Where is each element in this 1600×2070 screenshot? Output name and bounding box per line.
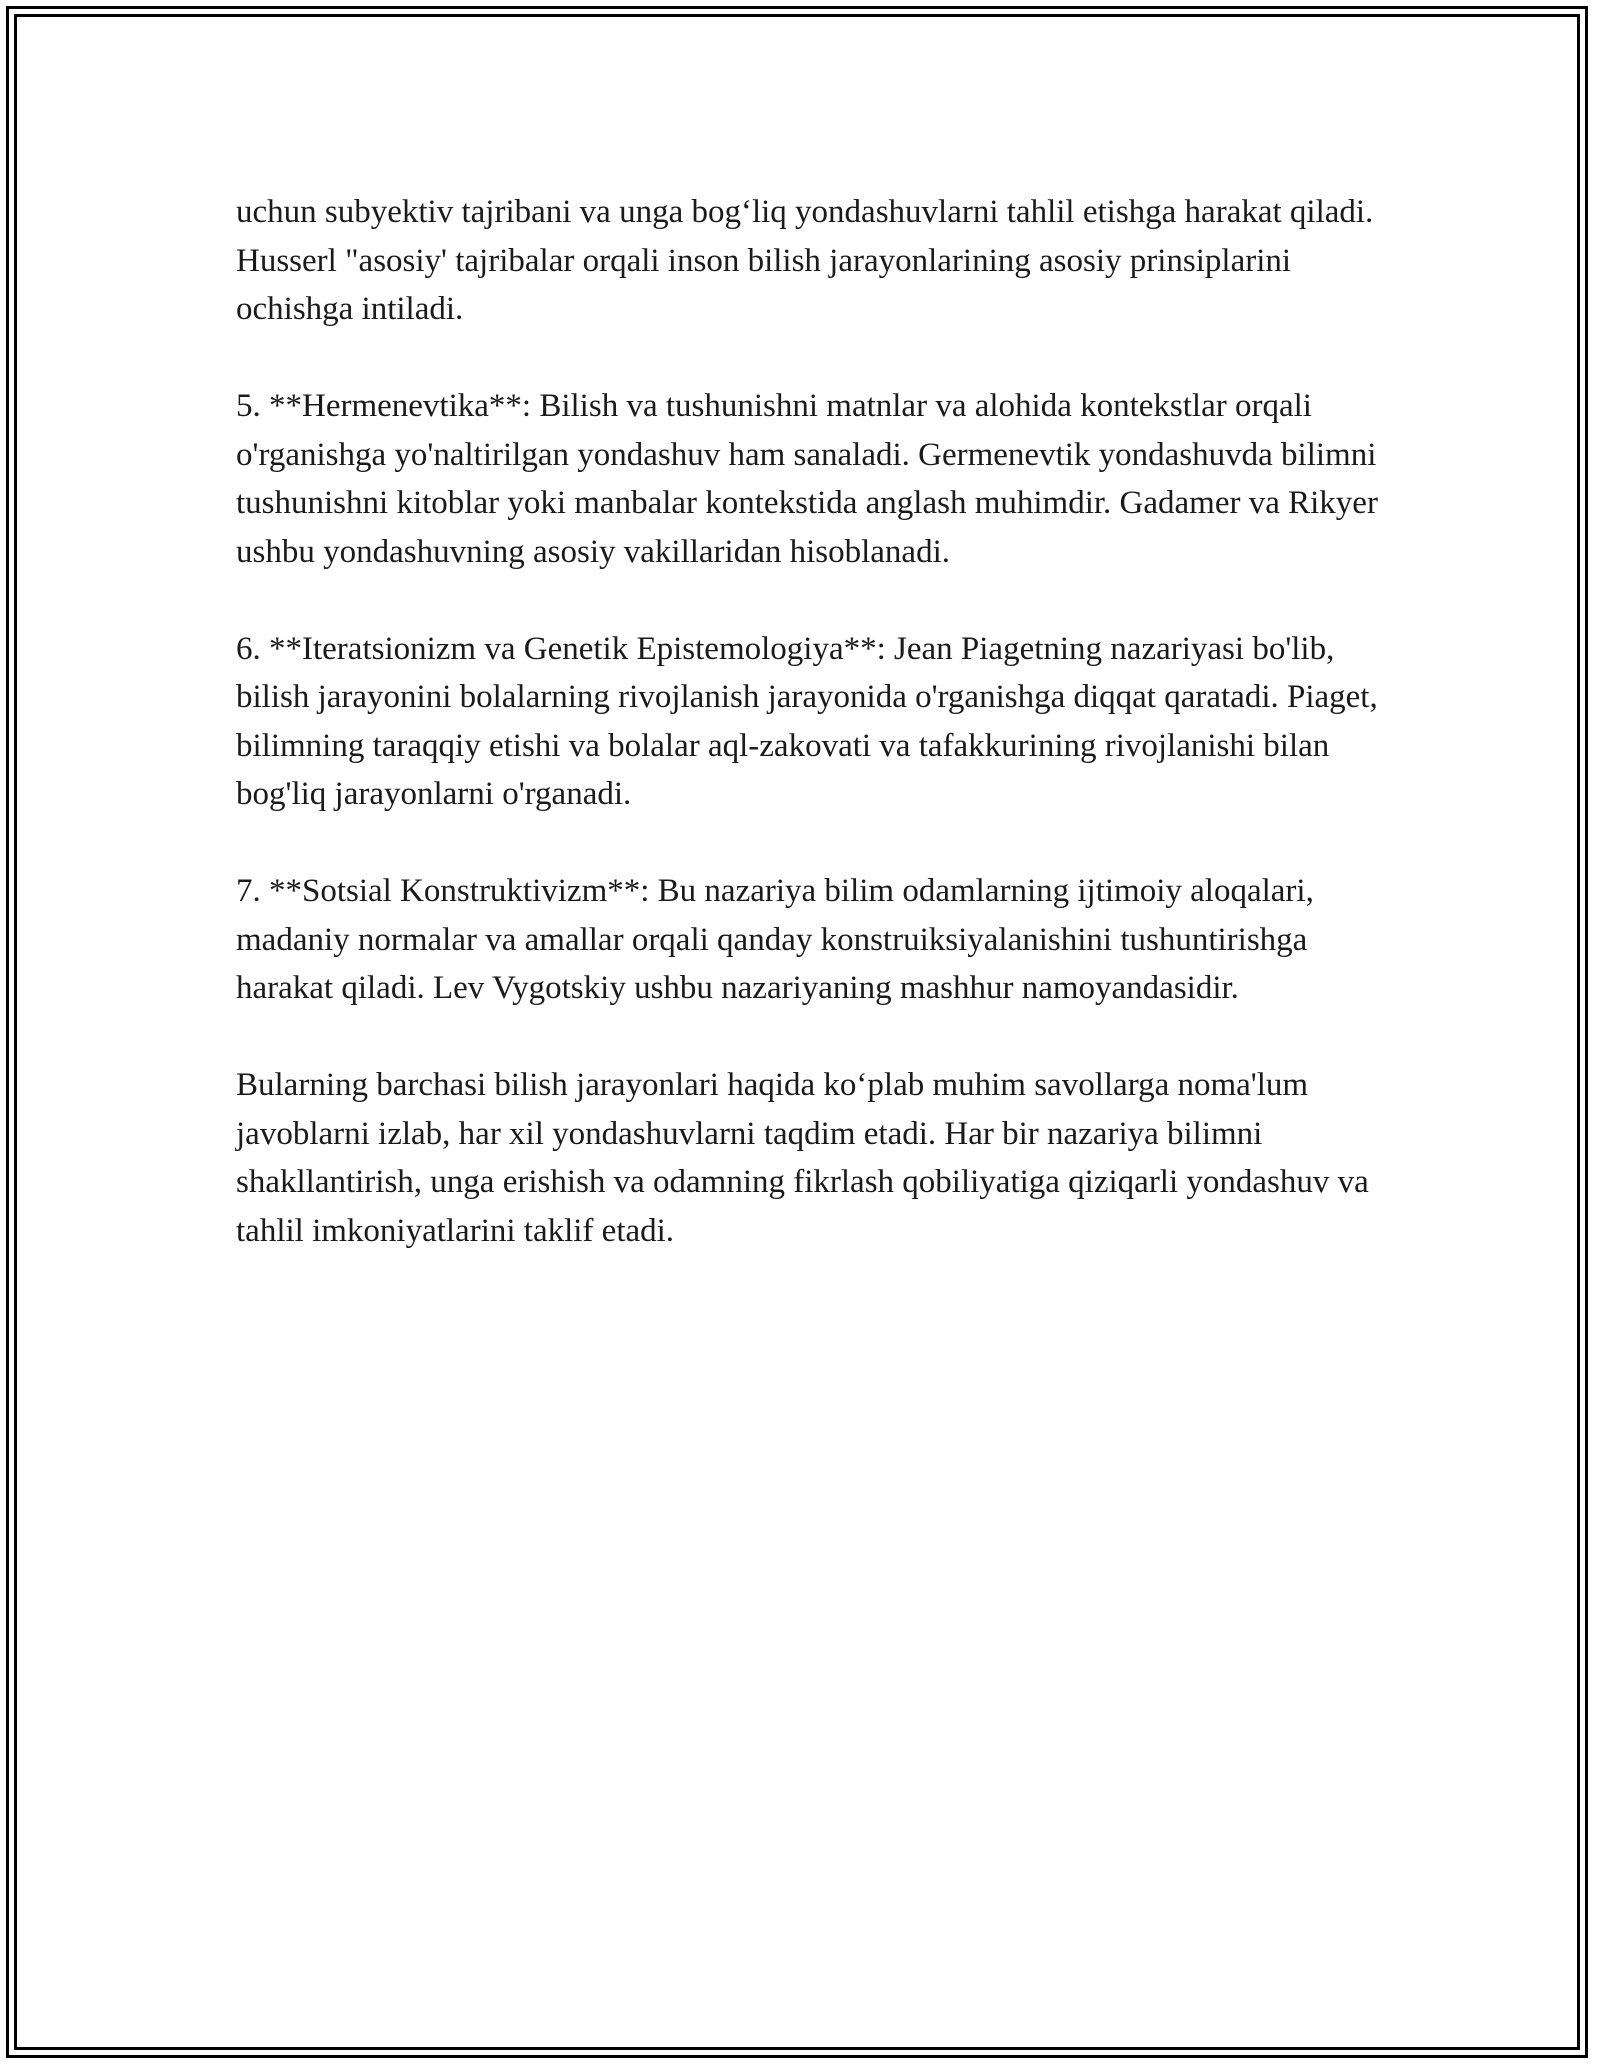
paragraph-genetic-epistemology: 6. **Iteratsionizm va Genetik Epistemologiya**: Jean Piagetning nazariyasi bo'lib, bilish jarayonini bolalarning rivojlanish jarayonida o'rganishga diqqat qaratadi. Piaget, bilimning taraqqiy etishi va bolalar aql-zakovati va tafakkurining rivojlanishi bilan bog'liq jarayonlarni o'rganadi.: [236, 630, 1378, 812]
paragraph-hermeneutics: 5. **Hermenevtika**: Bilish va tushunishni matnlar va alohida kontekstlar orqali o'rganishga yo'naltirilgan yondashuv ham sanaladi. Germenevtik yondashuvda bilimni tushunishni kitoblar yoki manbalar kontekstida anglash muhimdir. Gadamer va Rikyer ushbu yondashuvning asosiy vakillaridan hisoblanadi.: [236, 388, 1378, 570]
paragraph-social-constructivism: 7. **Sotsial Konstruktivizm**: Bu nazariya bilim odamlarning ijtimoiy aloqalari, madaniy normalar va amallar orqali qanday konstruiksiyalanishini tushuntirishga harakat qiladi. Lev Vygotskiy ushbu nazariyaning mashhur namoyandasidir.: [236, 873, 1314, 1006]
paragraph-conclusion: Bularning barchasi bilish jarayonlari haqida ko‘plab muhim savollarga noma'lum javoblarni izlab, har xil yondashuvlarni taqdim etadi. Har bir nazariya bilimni shakllantirish, unga erishish va odamning fikrlash qobiliyatiga qiziqarli yondashuv va tahlil imkoniyatlarini taklif etadi.: [236, 1067, 1369, 1249]
paragraph-husserl-continuation: uchun subyektiv tajribani va unga bog‘liq yondashuvlarni tahlil etishga harakat qiladi. Husserl "asosiy' tajribalar orqali inson bilish jarayonlarining asosiy prinsiplarini ochishga intiladi.: [236, 194, 1374, 327]
document-body: [236, 188, 1386, 1255]
